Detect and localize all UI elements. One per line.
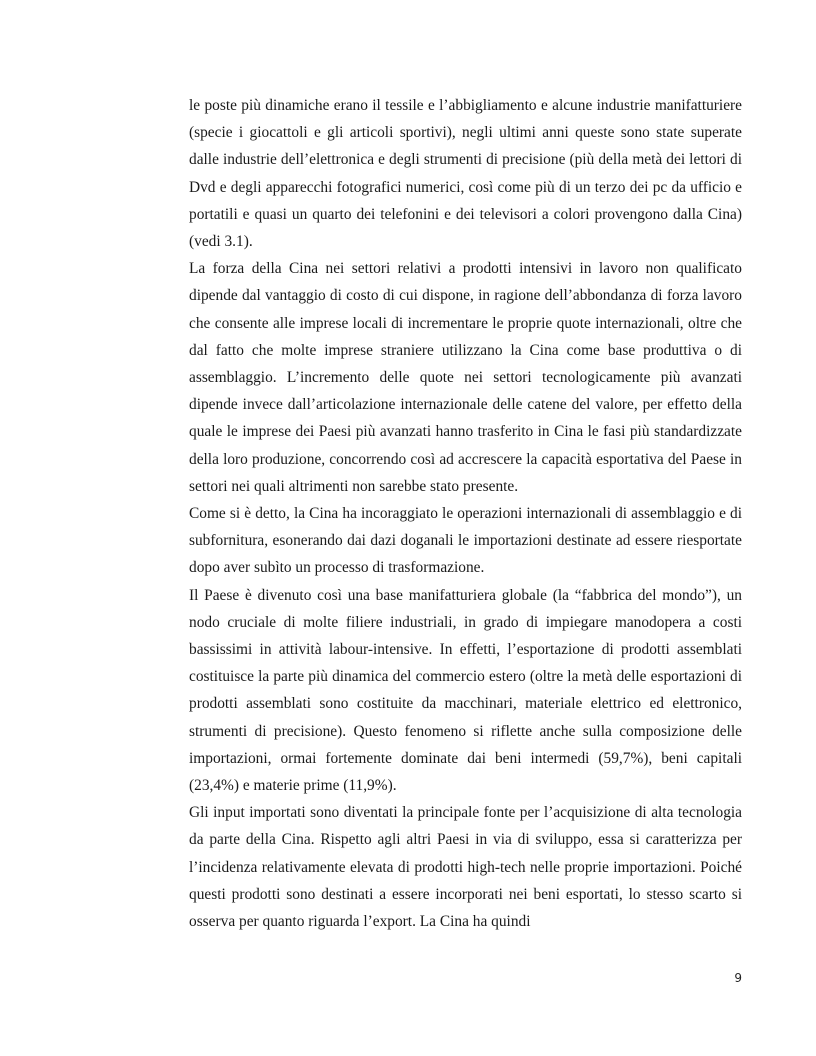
paragraph-2: La forza della Cina nei settori relativi a prodotti intensivi in lavoro non qualificato dipende dal vantaggio di costo di cui dispone, in ragione dell’abbondanza di forza lavoro che consente alle imprese locali di incrementare le proprie quote internazionali, oltre che dal fatto che molte imprese straniere utilizzano la Cina come base produttiva o di assemblaggio. L’incremento delle quote nei settori tecnologicamente più avanzati dipende invece dall’articolazione internazionale delle catene del valore, per effetto della quale le imprese dei Paesi più avanzati hanno trasferito in Cina le fasi più standardizzate della loro produzione, concorrendo così ad accrescere la capacità esportativa del Paese in settori nei quali altrimenti non sarebbe stato presente. [189,260,742,495]
paragraph-1: le poste più dinamiche erano il tessile e l’abbigliamento e alcune industrie manifatturiere (specie i giocattoli e gli articoli sportivi), negli ultimi anni queste sono state superate dalle industrie dell’elettronica e degli strumenti di precisione (più della metà dei lettori di Dvd e degli apparecchi fotografici numerici, così come più di un terzo dei pc da ufficio e portatili e quasi un quarto dei telefonini e dei televisori a colori provengono dalla Cina) (vedi 3.1). [189,97,742,251]
page-number: 9 [734,971,742,985]
paragraph-3: Come si è detto, la Cina ha incoraggiato le operazioni internazionali di assemblaggio e di subfornitura, esonerando dai dazi doganali le importazioni destinate ad essere riesportate dopo aver subìto un processo di trasformazione. [189,505,742,577]
body-text [189,92,742,935]
paragraph-5: Gli input importati sono diventati la principale fonte per l’acquisizione di alta tecnologia da parte della Cina. Rispetto agli altri Paesi in via di sviluppo, essa si caratterizza per l’incidenza relativamente elevata di prodotti high-tech nelle proprie importazioni. Poiché questi prodotti sono destinati a essere incorporati nei beni esportati, lo stesso scarto si osserva per quanto riguarda l’export. La Cina ha quindi [189,804,742,931]
paragraph-4: Il Paese è divenuto così una base manifatturiera globale (la “fabbrica del mondo”), un nodo cruciale di molte filiere industriali, in grado di impiegare manodopera a costi bassissimi in attività labour-intensive. In effetti, l’esportazione di prodotti assemblati costituisce la parte più dinamica del commercio estero (oltre la metà delle esportazioni di prodotti assemblati sono costituite da macchinari, materiale elettrico ed elettronico, strumenti di precisione). Questo fenomeno si riflette anche sulla composizione delle importazioni, ormai fortemente dominate dai beni intermedi (59,7%), beni capitali (23,4%) e materie prime (11,9%). [189,586,742,795]
